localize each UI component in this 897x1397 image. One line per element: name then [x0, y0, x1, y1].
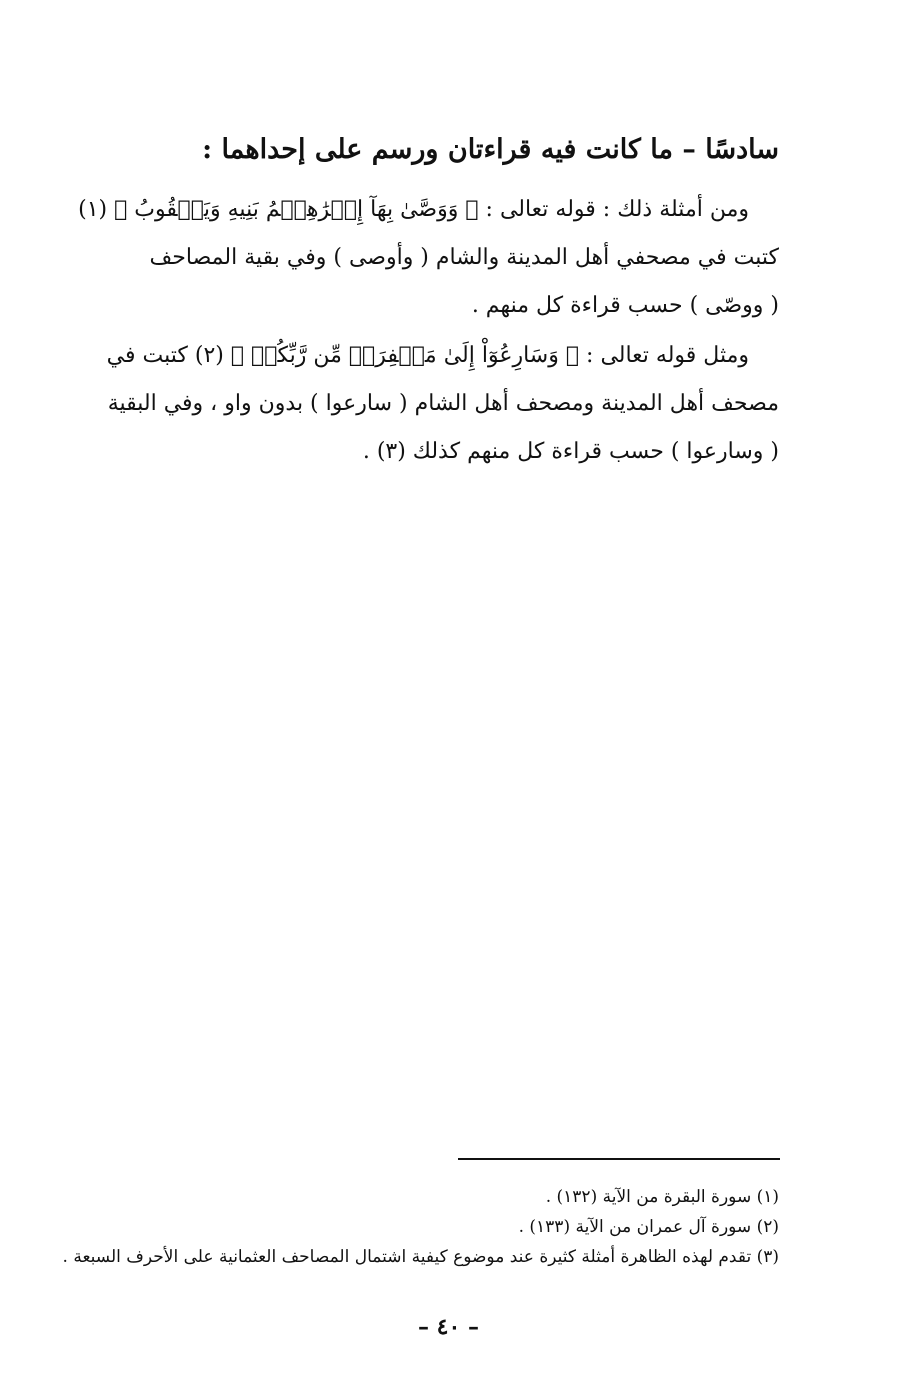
- paragraph-2: [67, 332, 779, 476]
- footnote-1: (١) سورة البقرة من الآية (١٣٢) .: [545, 1187, 779, 1207]
- paragraph-1-line-1: ومن أمثلة ذلك : قوله تعالى : ﴿ وَوَصَّىٰ بِهَآ إِبۡرَٰهِـۧمُ بَنِيهِ وَيَعۡقُوبُ ﴾ (١): [78, 197, 749, 222]
- footnote-2: (٢) سورة آل عمران من الآية (١٣٣) .: [518, 1217, 779, 1237]
- paragraph-1-line-3: ( ووصّى ) حسب قراءة كل منهم .: [471, 293, 779, 318]
- page-number: – ٤٠ –: [418, 1314, 479, 1340]
- paragraph-1-line-2: كتبت في مصحفي أهل المدينة والشام ( وأوصى ) وفي بقية المصاحف: [149, 245, 779, 270]
- paragraph-2-line-2: مصحف أهل المدينة ومصحف أهل الشام ( سارعوا ) بدون واو ، وفي البقية: [107, 391, 779, 416]
- paragraph-2-line-1: ومثل قوله تعالى : ﴿ وَسَارِعُوٓاْ إِلَىٰ مَغۡفِرَةٖ مِّن رَّبِّكُمۡ ﴾ (٢) كتبت في: [106, 343, 749, 368]
- footnotes: [62, 1182, 779, 1272]
- paragraph-2-line-3: ( وسارعوا ) حسب قراءة كل منهم كذلك (٣) .: [362, 439, 779, 464]
- paragraph-1: [67, 186, 779, 330]
- footnote-divider: [458, 1158, 780, 1160]
- footnote-3: (٣) تقدم لهذه الظاهرة أمثلة كثيرة عند موضوع كيفية اشتمال المصاحف العثمانية على الأحرف السبعة .: [62, 1247, 779, 1267]
- section-heading: سادسًا – ما كانت فيه قراءتان ورسم على إحداهما :: [202, 134, 779, 165]
